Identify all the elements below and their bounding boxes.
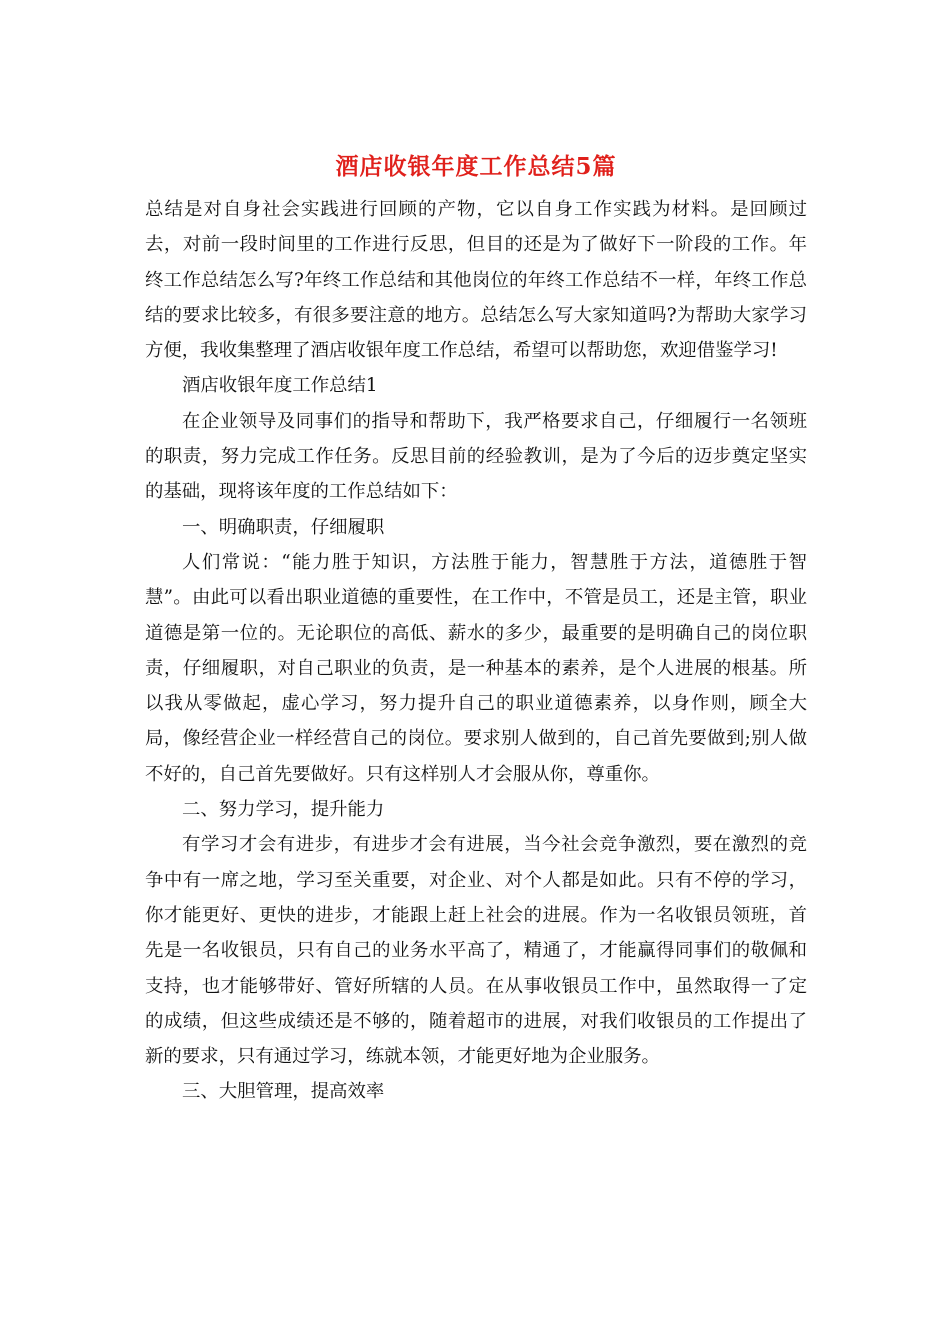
subsection-heading: 一、明确职责，仔细履职 (182, 516, 385, 538)
paragraph: 有学习才会有进步，有进步才会有进展，当今社会竞争激烈，要在激烈的竞争中有一席之地，学习至关重要，对企业、对个人都是如此。只有不停的学习，你才能更好、更快的进步，才能跟上赶上社会的进展。作为一名收银员领班，首先是一名收银员，只有自己的业务水平高了，精通了，才能赢得同事们的敬佩和支持，也才能够带好、管好所辖的人员。在从事收银员工作中，虽然取得一了定的成绩，但这些成绩还是不够的，随着超市的进展，对我们收银员的工作提出了新的要求，只有通过学习，练就本领，才能更好地为企业服务。 (145, 834, 807, 1068)
paragraph: 人们常说：“能力胜于知识，方法胜于能力，智慧胜于方法，道德胜于智慧”。由此可以看出职业道德的重要性，在工作中，不管是员工，还是主管，职业道德是第一位的。无论职位的高低、薪水的多少，最重要的是明确自己的岗位职责，仔细履职，对自己职业的负责，是一种基本的素养，是个人进展的根基。所以我从零做起，虚心学习，努力提升自己的职业道德素养，以身作则，顾全大局，像经营企业一样经营自己的岗位。要求别人做到的，自己首先要做到;别人做不好的，自己首先要做好。只有这样别人才会服从你，尊重你。 (145, 551, 807, 785)
document-page (145, 150, 807, 1110)
subsection-heading: 三、大胆管理，提高效率 (182, 1081, 385, 1103)
section-heading-1: 酒店收银年度工作总结1 (182, 375, 378, 397)
intro-paragraph: 总结是对自身社会实践进行回顾的产物，它以自身工作实践为材料。是回顾过去，对前一段时间里的工作进行反思，但目的还是为了做好下一阶段的工作。年终工作总结怎么写?年终工作总结和其他岗位的年终工作总结不一样，年终工作总结的要求比较多，有很多要注意的地方。总结怎么写大家知道吗?为帮助大家学习方便，我收集整理了酒店收银年度工作总结，希望可以帮助您，欢迎借鉴学习! (145, 199, 807, 362)
subsection-heading: 二、努力学习，提升能力 (182, 799, 385, 821)
document-title: 酒店收银年度工作总结5篇 (335, 153, 617, 180)
paragraph: 在企业领导及同事们的指导和帮助下，我严格要求自己，仔细履行一名领班的职责，努力完成工作任务。反思目前的经验教训，是为了今后的迈步奠定坚实的基础，现将该年度的工作总结如下： (145, 410, 807, 503)
document-body (145, 192, 807, 1110)
